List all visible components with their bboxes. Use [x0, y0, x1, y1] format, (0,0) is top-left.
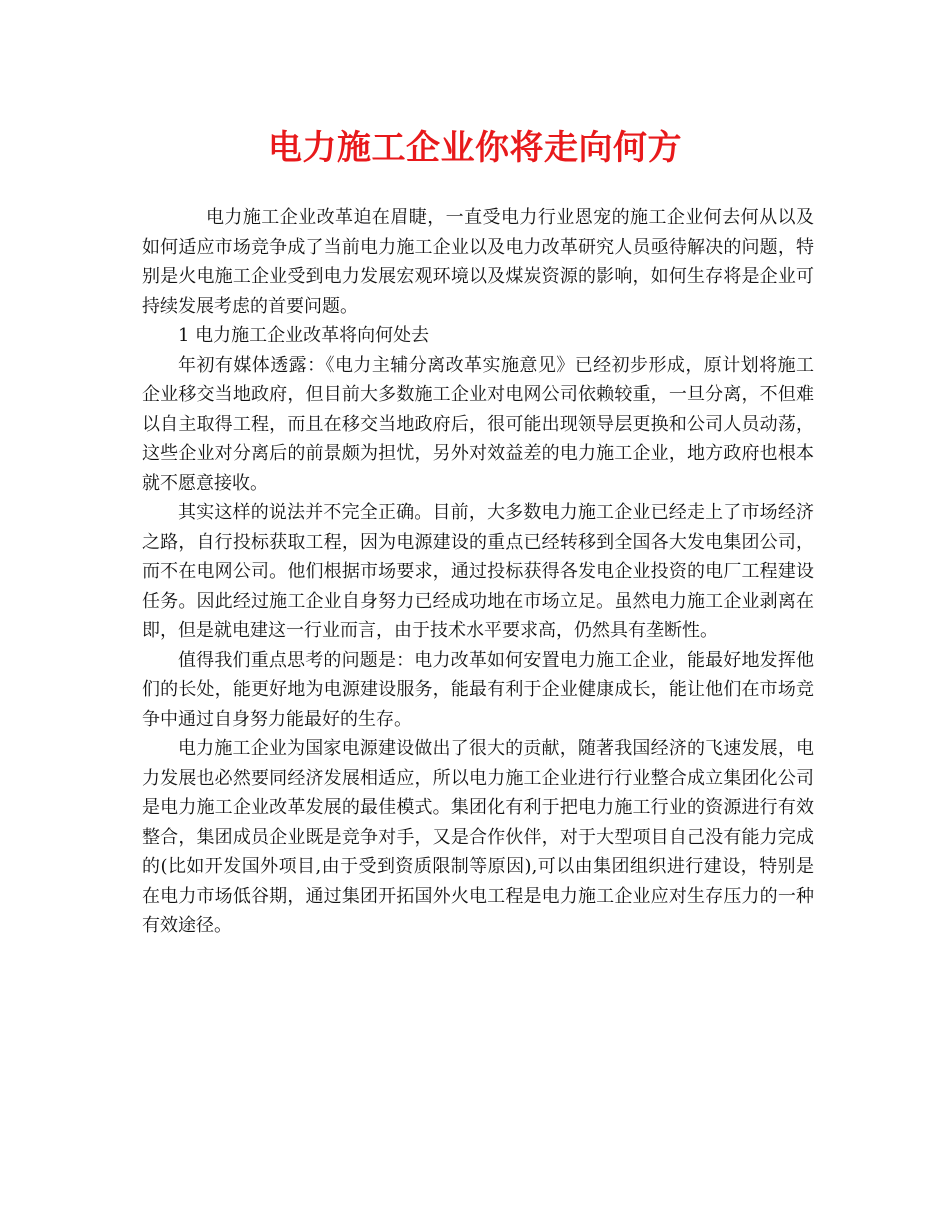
document-title: 电力施工企业你将走向何方	[268, 128, 682, 168]
paragraph: 值得我们重点思考的问题是：电力改革如何安置电力施工企业，能最好地发挥他们的长处，能更好地为电源建设服务，能最有利于企业健康成长，能让他们在市场竞争中通过自身努力能最好的生存。	[142, 649, 814, 730]
document-body	[142, 203, 814, 941]
paragraph-intro: 电力施工企业改革迫在眉睫，一直受电力行业恩宠的施工企业何去何从以及如何适应市场竞争成了当前电力施工企业以及电力改革研究人员亟待解决的问题，特别是火电施工企业受到电力发展宏观环境以及煤炭资源的影响，如何生存将是企业可持续发展考虑的首要问题。	[142, 207, 814, 317]
paragraph: 年初有媒体透露：《电力主辅分离改革实施意见》已经初步形成，原计划将施工企业移交当地政府，但目前大多数施工企业对电网公司依赖较重，一旦分离，不但难以自主取得工程，而且在移交当地政府后，很可能出现领导层更换和公司人员动荡，这些企业对分离后的前景颇为担忧，另外对效益差的电力施工企业，地方政府也根本就不愿意接收。	[142, 354, 814, 494]
paragraph: 电力施工企业为国家电源建设做出了很大的贡献，随著我国经济的飞速发展，电力发展也必然要同经济发展相适应，所以电力施工企业进行行业整合成立集团化公司是电力施工企业改革发展的最佳模式。集团化有利于把电力施工行业的资源进行有效整合，集团成员企业既是竞争对手，又是合作伙伴，对于大型项目自己没有能力完成的(比如开发国外项目,由于受到资质限制等原因),可以由集团组织进行建设，特别是在电力市场低谷期，通过集团开拓国外火电工程是电力施工企业应对生存压力的一种有效途径。	[142, 738, 814, 936]
section-heading: 1 电力施工企业改革将向何处去	[178, 325, 430, 346]
paragraph: 其实这样的说法并不完全正确。目前，大多数电力施工企业已经走上了市场经济之路，自行投标获取工程，因为电源建设的重点已经转移到全国各大发电集团公司，而不在电网公司。他们根据市场要求，通过投标获得各发电企业投资的电厂工程建设任务。因此经过施工企业自身努力已经成功地在市场立足。虽然电力施工企业剥离在即，但是就电建这一行业而言，由于技术水平要求高，仍然具有垄断性。	[142, 502, 814, 641]
